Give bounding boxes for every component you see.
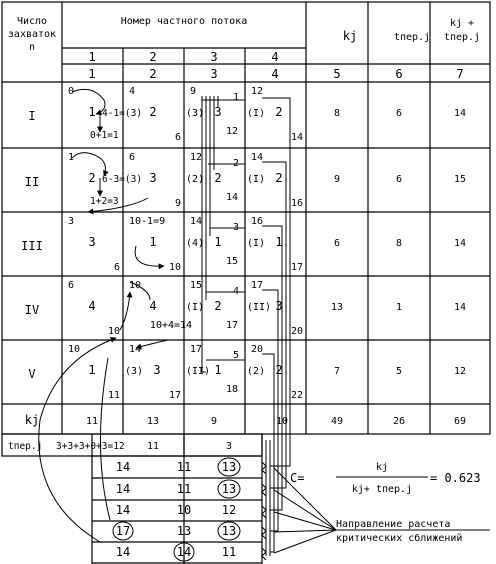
- lower-cell-value: 11: [176, 460, 192, 474]
- formula-numerator: kj: [375, 462, 389, 473]
- cell-finish-value: 10: [168, 262, 181, 273]
- cell-duration-value: 1: [214, 363, 222, 377]
- cell-end-value: 14: [225, 192, 239, 203]
- cell-start-value: 3: [68, 216, 75, 227]
- lower-cell-value: 13: [176, 524, 192, 538]
- cell-start-value: 14: [251, 152, 264, 163]
- cell-duration-value: 4: [149, 299, 157, 313]
- col-index-5: 5: [333, 67, 341, 81]
- cell-end-value: 10+4=14: [149, 320, 193, 331]
- kj-row-val-3: 9: [210, 416, 218, 427]
- cell-start-value: 6: [68, 280, 75, 291]
- cell-duration-value: 3: [275, 299, 283, 313]
- lower-cell-value: 13: [221, 524, 237, 538]
- cell-start-value: 15: [190, 280, 203, 291]
- cell-end-value: 18: [225, 384, 239, 395]
- cell-finish-value: 22: [290, 390, 303, 401]
- cell-shift-value: (3): [125, 366, 144, 377]
- cell-start-value: 14: [129, 344, 142, 355]
- kj-row-val-2: 13: [146, 416, 160, 427]
- stream-num-4: 4: [271, 50, 279, 64]
- cell-finish-value: 9: [174, 198, 181, 209]
- kj-row-val-1: 11: [85, 416, 99, 427]
- row-kj: 9: [333, 174, 341, 185]
- row-tper: 6: [395, 174, 403, 185]
- col-index-7: 7: [456, 67, 464, 81]
- kj-row-label: kj: [24, 413, 40, 427]
- row-kj: 8: [333, 108, 341, 119]
- cell-shift-value: (I): [247, 108, 266, 119]
- cell-start-value: 0: [68, 86, 75, 97]
- formula-denominator: kj+ tпер.j: [351, 484, 413, 495]
- lower-cell-value: 14: [115, 482, 131, 496]
- cell-finish-value: 14: [290, 132, 303, 143]
- cell-start-value: 14: [190, 216, 203, 227]
- note-line-2: критических сближений: [336, 533, 463, 544]
- lower-cell-value: 10: [176, 503, 192, 517]
- lower-cell-value: 14: [115, 545, 131, 559]
- kj-row-sum: 69: [453, 416, 467, 427]
- tper-row-label: tпер.j: [8, 441, 43, 452]
- cell-shift-value: (3): [186, 108, 205, 119]
- cell-finish-value: 17: [290, 262, 303, 273]
- cell-order-value: 3: [232, 222, 240, 233]
- row-label: I: [28, 109, 36, 123]
- cell-note: 6-3=(3): [102, 174, 143, 185]
- row-label: V: [28, 367, 36, 381]
- critical-path-lines: [202, 96, 290, 556]
- cell-shift-value: (2): [247, 366, 266, 377]
- cell-note: 0+1=1: [90, 130, 119, 141]
- cell-note: 1+2=3: [90, 196, 119, 207]
- row-label: III: [21, 239, 43, 253]
- cell-start-value: 12: [251, 86, 264, 97]
- cell-shift-value: (2): [186, 174, 205, 185]
- formula-rhs: = 0.623: [430, 471, 481, 485]
- lower-cell-value: 13: [221, 460, 237, 474]
- lower-cell-value: 17: [115, 524, 131, 538]
- cell-shift-value: (II): [186, 366, 211, 377]
- lower-cell-value: 14: [176, 545, 192, 559]
- lower-cell-value: 14: [115, 460, 131, 474]
- kj-row-tp: 26: [392, 416, 406, 427]
- cell-order-value: 2: [232, 158, 240, 169]
- stream-num-1: 1: [88, 50, 96, 64]
- tper-row-val-2: 11: [146, 441, 160, 452]
- stream-num-2: 2: [149, 50, 157, 64]
- cell-start-value: 16: [251, 216, 264, 227]
- cell-duration-value: 3: [149, 171, 157, 185]
- cell-end-value: 17: [225, 320, 239, 331]
- cell-finish-value: 16: [290, 198, 303, 209]
- lower-cell-value: 11: [221, 545, 237, 559]
- cell-finish-value: 6: [113, 262, 120, 273]
- cell-start-value: 20: [251, 344, 264, 355]
- col-index-4: 4: [271, 67, 279, 81]
- sum-header-2: tпер.j: [443, 32, 481, 43]
- stage-col-title-1: Число: [16, 16, 48, 27]
- cell-finish-value: 10: [107, 326, 120, 337]
- cell-start-value: 10-1=9: [129, 216, 166, 227]
- lower-cell-value: 14: [115, 503, 131, 517]
- row-tper: 8: [395, 238, 403, 249]
- row-sum: 12: [453, 366, 467, 377]
- col-index-3: 3: [210, 67, 218, 81]
- cell-duration-value: 2: [275, 171, 283, 185]
- cell-finish-value: 17: [168, 390, 181, 401]
- table-grid: [2, 2, 490, 434]
- cell-duration-value: 1: [275, 235, 283, 249]
- tper-row: [8, 441, 232, 452]
- cell-duration-value: 1: [149, 235, 157, 249]
- cell-duration-value: 2: [88, 171, 96, 185]
- cell-shift-value: (II): [247, 302, 272, 313]
- cell-duration-value: 1: [88, 363, 96, 377]
- cell-start-value: 12: [190, 152, 203, 163]
- cell-shift-value: (I): [247, 174, 266, 185]
- lower-rows: [116, 460, 236, 559]
- cell-finish-value: 11: [107, 390, 120, 401]
- row-kj: 13: [330, 302, 344, 313]
- row-tper: 6: [395, 108, 403, 119]
- cell-order-value: 4: [232, 286, 240, 297]
- row-label: II: [24, 175, 40, 189]
- cell-end-value: 12: [225, 126, 239, 137]
- cell-duration-value: 1: [88, 105, 96, 119]
- sum-header-1: kj +: [449, 18, 475, 29]
- cell-duration-value: 4: [88, 299, 96, 313]
- cell-start-value: 6: [129, 152, 136, 163]
- cell-duration-value: 2: [275, 105, 283, 119]
- cell-duration-value: 1: [214, 235, 222, 249]
- stream-title: Номер частного потока: [120, 16, 248, 27]
- tper-header: tпер.j: [393, 32, 431, 43]
- row-kj: 6: [333, 238, 341, 249]
- cell-duration-value: 2: [214, 171, 222, 185]
- row-sum: 15: [453, 174, 467, 185]
- cell-order-value: 5: [232, 350, 240, 361]
- row-tper: 5: [395, 366, 403, 377]
- cell-start-value: 9: [190, 86, 197, 97]
- cell-finish-value: 6: [174, 132, 181, 143]
- cell-shift-value: (4): [186, 238, 205, 249]
- cell-duration-value: 2: [214, 299, 222, 313]
- row-sum: 14: [453, 108, 467, 119]
- stage-col-title-2: захваток: [7, 29, 57, 40]
- cell-start-value: 10: [129, 280, 142, 291]
- tper-row-val-3: 3: [225, 441, 233, 452]
- cell-duration-value: 3: [153, 363, 161, 377]
- stage-col-title-3: n: [28, 42, 36, 53]
- cell-end-value: 15: [225, 256, 239, 267]
- formula: [290, 462, 481, 495]
- cell-duration-value: 3: [214, 105, 222, 119]
- row-sum: 14: [453, 302, 467, 313]
- lower-cell-value: 12: [221, 503, 237, 517]
- lower-cell-value: 11: [176, 482, 192, 496]
- data-rows: [21, 86, 466, 401]
- cell-start-value: 17: [190, 344, 203, 355]
- cell-arrows: [39, 89, 168, 542]
- kj-header: kj: [342, 29, 358, 43]
- col-index-1: 1: [88, 67, 96, 81]
- formula-lhs: C=: [290, 471, 305, 485]
- stream-num-3: 3: [210, 50, 218, 64]
- cell-start-value: 17: [251, 280, 264, 291]
- cell-shift-value: (I): [247, 238, 266, 249]
- col-index-2: 2: [149, 67, 157, 81]
- cell-shift-value: (I): [186, 302, 205, 313]
- kj-row-val-4: 10: [275, 416, 289, 427]
- cell-duration-value: 3: [88, 235, 96, 249]
- note-line-1: Направление расчета: [336, 519, 451, 530]
- cell-start-value: 10: [68, 344, 81, 355]
- cell-order-value: 1: [232, 92, 240, 103]
- lower-cell-value: 13: [221, 482, 237, 496]
- row-kj: 7: [333, 366, 341, 377]
- row-sum: 14: [453, 238, 467, 249]
- col-index-6: 6: [395, 67, 403, 81]
- cell-note: 4-1=(3): [102, 108, 143, 119]
- cell-duration-value: 2: [275, 363, 283, 377]
- cell-start-value: 4: [129, 86, 136, 97]
- cell-duration-value: 2: [149, 105, 157, 119]
- cell-start-value: 1: [68, 152, 75, 163]
- row-tper: 1: [395, 302, 403, 313]
- tper-row-val-1: 3+3+3+0+3=12: [56, 441, 125, 452]
- kj-row-kj: 49: [330, 416, 344, 427]
- cell-finish-value: 20: [290, 326, 303, 337]
- row-label: IV: [24, 303, 40, 317]
